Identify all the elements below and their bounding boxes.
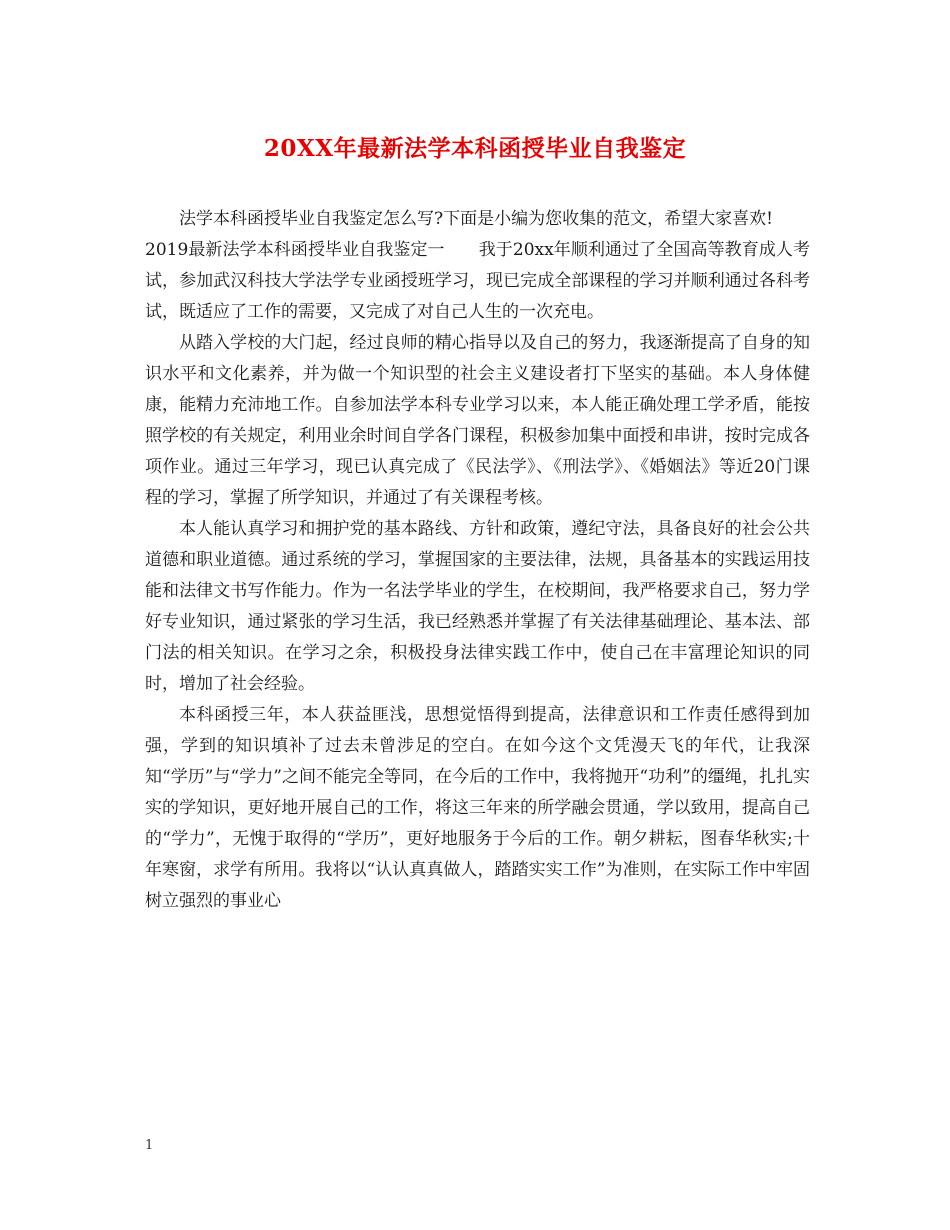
paragraph-4: 本科函授三年，本人获益匪浅，思想觉悟得到提高，法律意识和工作责任感得到加强，学到的知识填补了过去未曾涉足的空白。在如今这个文凭漫天飞的年代，让我深知“学历”与“学力”之间不能完全等同，在今后的工作中，我将抛开“功利”的缰绳，扎扎实实的学知识，更好地开展自己的工作，将这三年来的所学融会贯通，学以致用，提高自己的“学力”，无愧于取得的“学历”，更好地服务于今后的工作。朝夕耕耘，图春华秋实;十年寒窗，求学有所用。我将以“认认真真做人，踏踏实实工作”为准则，在实际工作中牢固树立强烈的事业心 <box>145 705 810 911</box>
document-title: 20XX年最新法学本科函授毕业自我鉴定 <box>263 135 687 162</box>
intro-paragraph: 法学本科函授毕业自我鉴定怎么写?下面是小编为您收集的范文，希望大家喜欢! <box>179 209 773 229</box>
page-number: 1 <box>145 1138 154 1153</box>
section-heading: 2019最新法学本科函授毕业自我鉴定一 <box>145 240 445 260</box>
document-body <box>145 204 810 917</box>
paragraph-1: 我于20xx年顺利通过了全国高等教育成人考试，参加武汉科技大学法学专业函授班学习，现已完成全部课程的学习并顺利通过各科考试，既适应了工作的需要，又完成了对自己人生的一次充电。 <box>145 240 810 322</box>
section-paragraph <box>145 235 810 328</box>
paragraph-2: 从踏入学校的大门起，经过良师的精心指导以及自己的努力，我逐渐提高了自身的知识水平和文化素养，并为做一个知识型的社会主义建设者打下坚实的基础。本人身体健康，能精力充沛地工作。自参加法学本科专业学习以来，本人能正确处理工学矛盾，能按照学校的有关规定，利用业余时间自学各门课程，积极参加集中面授和串讲，按时完成各项作业。通过三年学习，现已认真完成了《民法学》、《刑法学》、《婚姻法》等近20门课程的学习，掌握了所学知识，并通过了有关课程考核。 <box>145 333 810 508</box>
paragraph-3: 本人能认真学习和拥护党的基本路线、方针和政策，遵纪守法，具备良好的社会公共道德和职业道德。通过系统的学习，掌握国家的主要法律，法规，具备基本的实践运用技能和法律文书写作能力。作为一名法学毕业的学生，在校期间，我严格要求自己，努力学好专业知识，通过紧张的学习生活，我已经熟悉并掌握了有关法律基础理论、基本法、部门法的相关知识。在学习之余，积极投身法律实践工作中，使自己在丰富理论知识的同时，增加了社会经验。 <box>145 519 810 694</box>
